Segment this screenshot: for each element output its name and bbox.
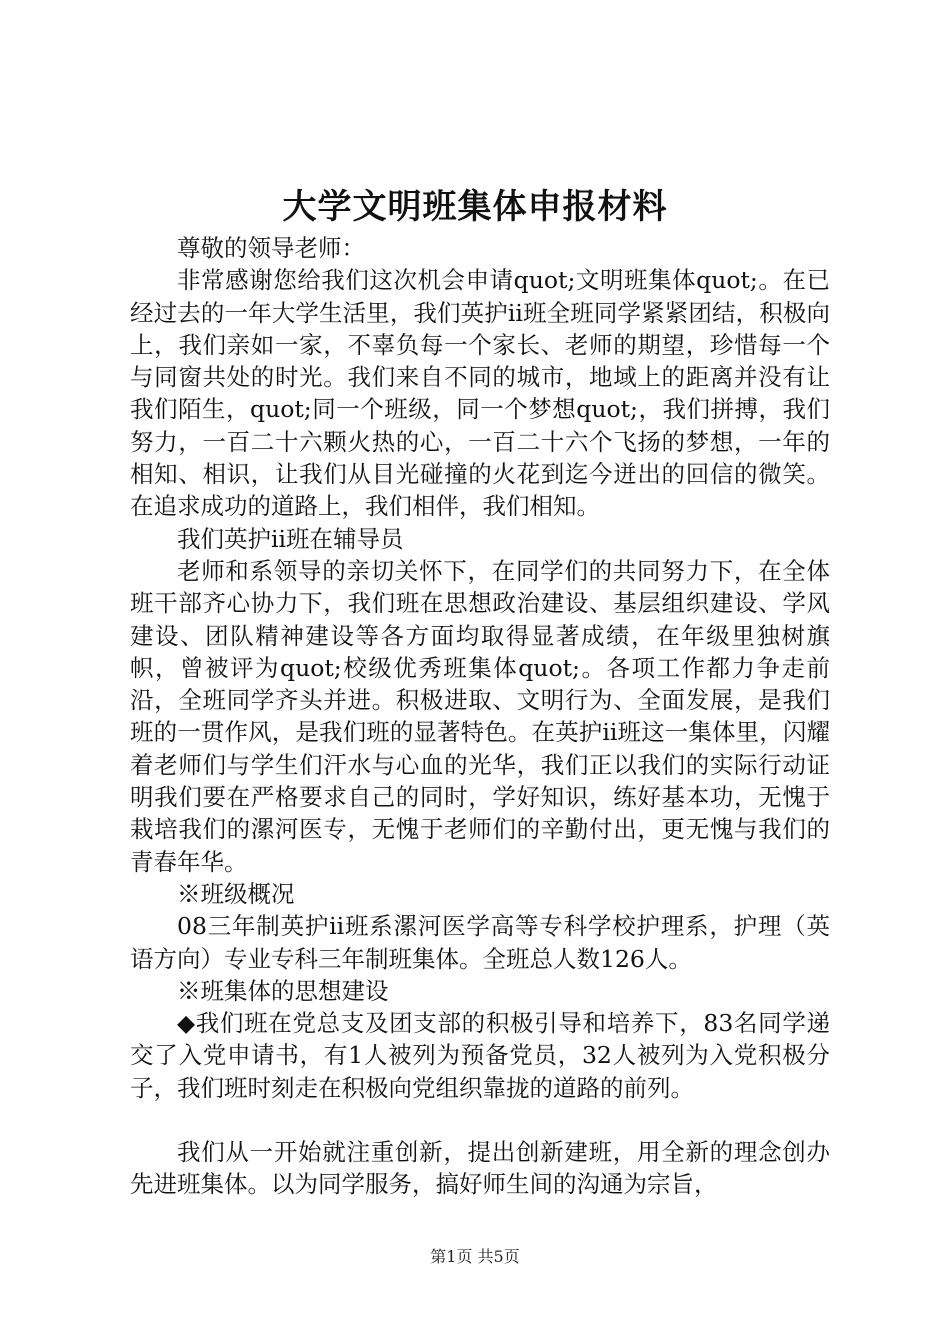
salutation: 尊敬的领导老师： [177,234,365,262]
paragraph-party: ◆我们班在党总支及团支部的积极引导和培养下，83名同学递交了入党申请书，有1人被列为预备党员，32人被列为入党积极分子，我们班时刻走在积极向党组织靠拢的道路的前列。 [130,1009,830,1102]
paragraph-intro: 非常感谢您给我们这次机会申请quot;文明班集体quot;。在已经过去的一年大学生活里，我们英护ii班全班同学紧紧团结，积极向上，我们亲如一家，不辜负每一个家长、老师的期望，珍惜每一个与同窗共处的时光。我们来自不同的城市，地域上的距离并没有让我们陌生，quot;同一个班级，同一个梦想quot;，我们拼搏，我们努力，一百二十六颗火热的心，一百二十六个飞扬的梦想，一年的相知、相识，让我们从目光碰撞的火花到迄今迸出的回信的微笑。在追求成功的道路上，我们相伴，我们相知。 [130,266,830,521]
paragraph-innovation: 我们从一开始就注重创新，提出创新建班，用全新的理念创办先进班集体。以为同学服务，搞好师生间的沟通为宗旨， [130,1138,830,1199]
page-number-footer: 第1页 共5页 [430,1247,520,1266]
section-heading-overview: ※班级概况 [177,879,295,908]
paragraph-overview: 08三年制英护ii班系漯河医学高等专科学校护理系，护理（英语方向）专业专科三年制班集体。全班总人数126人。 [130,912,830,973]
document-body [130,232,830,1201]
section-heading-ideology: ※班集体的思想建设 [177,976,389,1005]
document-title: 大学文明班集体申报材料 [282,187,668,227]
paragraph-counselor: 我们英护ii班在辅导员 [177,524,404,553]
paragraph-achievements: 老师和系领导的亲切关怀下，在同学们的共同努力下，在全体班干部齐心协力下，我们班在思想政治建设、基层组织建设、学风建设、团队精神建设等各方面均取得显著成绩，在年级里独树旗帜，曾被评为quot;校级优秀班集体quot;。各项工作都力争走前沿，全班同学齐头并进。积极进取、文明行为、全面发展，是我们班的一贯作风，是我们班的显著特色。在英护ii班这一集体里，闪耀着老师们与学生们汗水与心血的光华，我们正以我们的实际行动证明我们要在严格要求自己的同时，学好知识，练好基本功，无愧于栽培我们的漯河医专，无愧于老师们的辛勤付出，更无愧与我们的青春年华。 [130,556,830,876]
